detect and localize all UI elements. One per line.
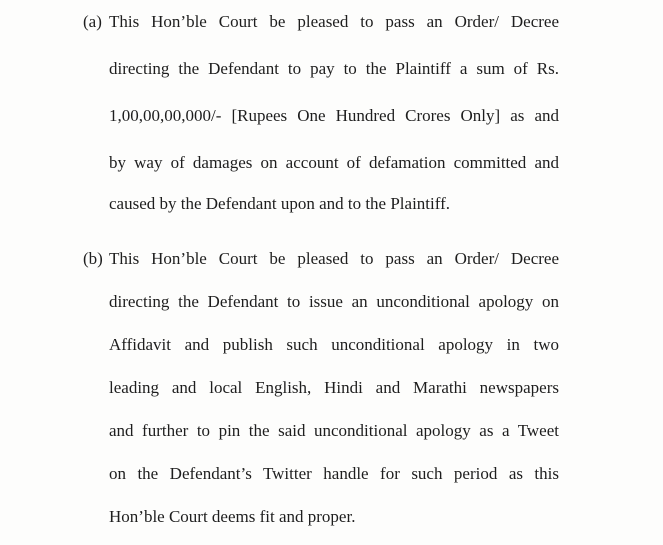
clause-line: and further to pin the said unconditional apology as a Tweet <box>109 421 559 440</box>
clause-line: leading and local English, Hindi and Marathi newspapers <box>109 378 559 397</box>
clause-line: on the Defendant’s Twitter handle for such period as this <box>109 464 559 483</box>
clause-line: directing the Defendant to pay to the Plaintiff a sum of Rs. <box>109 59 559 78</box>
clause-line: Affidavit and publish such unconditional apology in two <box>109 335 559 354</box>
clause-line: This Hon’ble Court be pleased to pass an Order/ Decree <box>109 12 559 31</box>
clause-line: 1,00,00,00,000/- [Rupees One Hundred Crores Only] as and <box>109 106 559 125</box>
clause-marker: (b) <box>83 249 103 268</box>
clause-line: by way of damages on account of defamation committed and <box>109 153 559 172</box>
clause-line: Hon’ble Court deems fit and proper. <box>109 507 356 526</box>
clause-line: This Hon’ble Court be pleased to pass an Order/ Decree <box>109 249 559 268</box>
clause-marker: (a) <box>83 12 102 31</box>
clause-line: caused by the Defendant upon and to the Plaintiff. <box>109 194 451 213</box>
clause-line: directing the Defendant to issue an unconditional apology on <box>109 292 559 311</box>
